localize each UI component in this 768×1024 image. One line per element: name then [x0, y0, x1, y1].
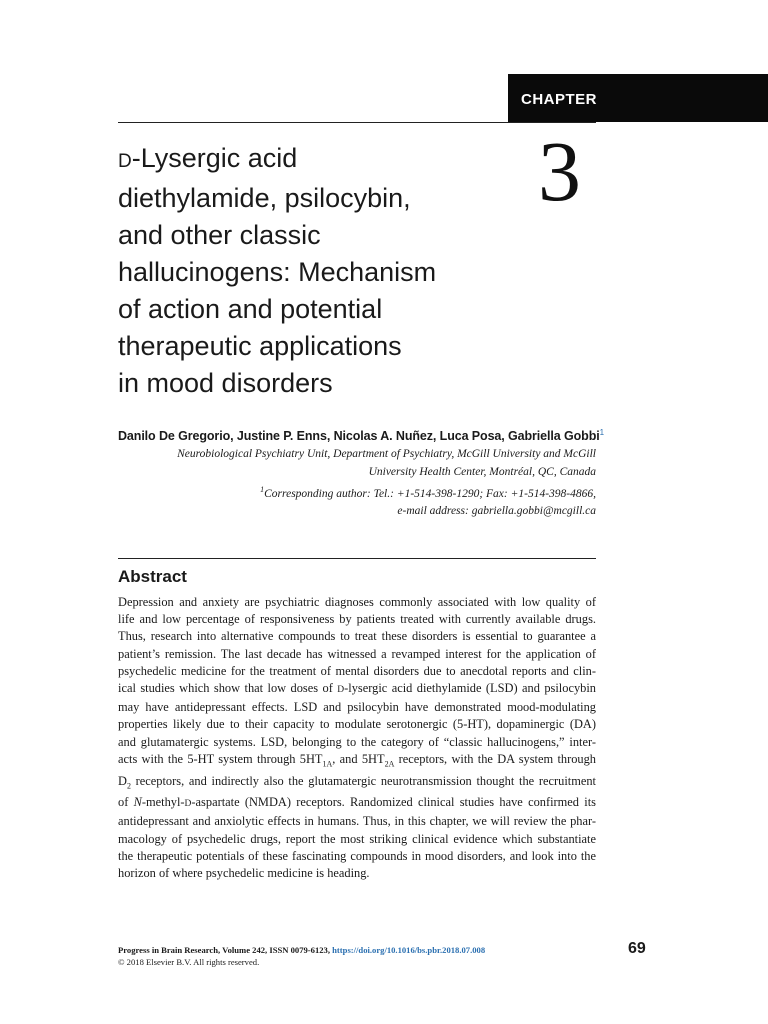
text-run: , and 5HT — [332, 751, 385, 766]
abstract-heading: Abstract — [118, 567, 187, 586]
abstract-line: the therapeutic potentials of these fascinating compounds in mood disorders, and look into the — [118, 848, 596, 863]
corresponding-marker: 1 — [260, 485, 265, 494]
abstract-line: may have antidepressant effects. LSD and psilocybin have demonstrated mood-modulating — [118, 700, 596, 715]
abstract-line: macology of psychedelic drugs, report the most striking clinical evidence which substantiate — [118, 831, 596, 846]
abstract-line — [118, 751, 596, 773]
abstract-line — [118, 680, 596, 699]
subscript: 2A — [384, 759, 395, 769]
footer-citation — [118, 944, 538, 968]
page-number: 69 — [628, 940, 646, 957]
title-line — [118, 140, 518, 180]
abstract-line: psychedelic medicine for the treatment of mental disorders due to anecdotal reports and clin- — [118, 663, 596, 678]
abstract-line: patient’s remission. The last decade has witnessed a revamped interest for the application of — [118, 646, 596, 661]
affiliation-line: Neurobiological Psychiatry Unit, Department of Psychiatry, McGill University and McGill — [177, 448, 596, 460]
abstract-line — [118, 794, 596, 813]
author-email[interactable]: e-mail address: gabriella.gobbi@mcgill.ca — [397, 505, 596, 518]
footer-journal-line — [118, 944, 538, 956]
corresponding-marker-link[interactable]: 1 — [599, 428, 604, 437]
text-run: receptors, with the DA system through — [394, 751, 596, 766]
author-names: Danilo De Gregorio, Justine P. Enns, Nicolas A. Nuñez, Luca Posa, Gabriella Gobbi — [118, 429, 600, 444]
section-rule — [118, 558, 596, 559]
text-run: -lysergic acid diethylamide (LSD) and psilocybin — [344, 681, 596, 696]
corresponding-author — [118, 481, 596, 503]
abstract-line: life and low percentage of responsiveness by patients treated with currently available drugs. — [118, 612, 596, 627]
abstract-line — [118, 773, 596, 795]
abstract-body — [118, 594, 596, 882]
abstract-line: Thus, research into alternative compounds to treat these disorders is essential to guarantee a — [118, 629, 596, 644]
title-line: therapeutic applications — [118, 331, 402, 361]
text-run: D — [118, 773, 127, 788]
title-smallcaps-prefix: D — [118, 151, 132, 172]
abstract-line: Depression and anxiety are psychiatric diagnoses commonly associated with low quality of — [118, 595, 596, 609]
title-line: hallucinogens: Mechanism — [118, 257, 437, 287]
abstract-line: and glutamatergic systems. LSD, belonging to the category of “classic hallucinogens,” inter- — [118, 734, 596, 749]
smallcaps-d: D — [337, 685, 345, 696]
chapter-number: 3 — [538, 123, 581, 219]
abstract-line: antidepressant and anxiolytic effects in humans. Thus, in this chapter, we will review the phar- — [118, 814, 596, 829]
chapter-label: CHAPTER — [508, 74, 768, 122]
title-line-text: -Lysergic acid — [131, 143, 298, 173]
abstract-line: properties likely due to their capacity to modulate serotonergic (5-HT), dopaminergic (DA) — [118, 717, 596, 732]
doi-link[interactable]: https://doi.org/10.1016/bs.pbr.2018.07.008 — [332, 945, 486, 955]
subscript: 1A — [322, 759, 333, 769]
text-run: of — [118, 795, 134, 810]
text-run: receptors, and indirectly also the glutamatergic neurotransmission thought the recruitment — [130, 773, 596, 788]
affiliation-block — [118, 446, 596, 521]
title-line: in mood disorders — [118, 368, 333, 398]
affiliation-line: University Health Center, Montréal, QC, Canada — [368, 465, 596, 478]
italic-run: N — [133, 795, 142, 810]
text-run: acts with the 5-HT system through 5HT — [118, 751, 323, 766]
title-line: of action and potential — [118, 294, 383, 324]
chapter-title — [118, 140, 518, 402]
footer-journal: Progress in Brain Research, Volume 242, ISSN 0079-6123, — [118, 945, 330, 955]
text-run: -aspartate (NMDA) receptors. Randomized clinical studies have confirmed its — [191, 795, 596, 810]
header-rule — [118, 122, 596, 123]
smallcaps-d: D — [184, 799, 192, 810]
abstract-line: horizon of where psychedelic medicine is heading. — [118, 865, 370, 880]
subscript: 2 — [126, 780, 131, 790]
text-run: -methyl- — [141, 795, 185, 810]
author-list — [118, 428, 604, 444]
footer-copyright: © 2018 Elsevier B.V. All rights reserved. — [118, 957, 260, 967]
corresponding-contact: Corresponding author: Tel.: +1-514-398-1290; Fax: +1-514-398-4866, — [264, 487, 596, 500]
text-run: ical studies which show that low doses of — [118, 681, 338, 696]
title-line: diethylamide, psilocybin, — [118, 183, 411, 213]
title-line: and other classic — [118, 220, 321, 250]
